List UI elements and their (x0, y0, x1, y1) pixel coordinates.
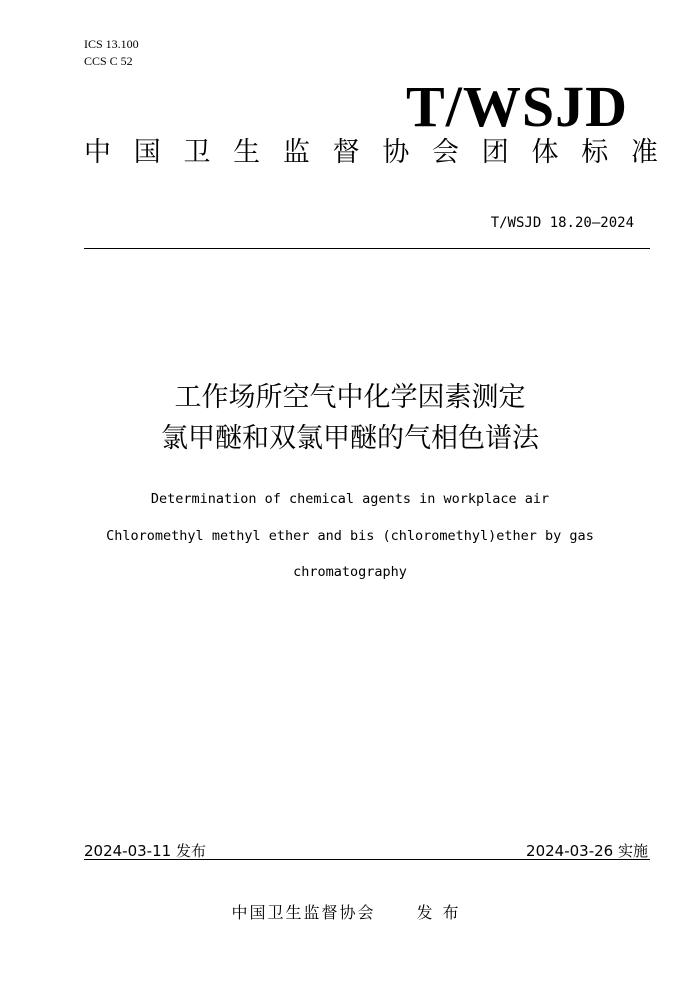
classification-codes (84, 36, 139, 70)
heading-char: 国 (133, 137, 161, 168)
standard-number: T/WSJD 18.20—2024 (490, 215, 634, 231)
heading-char: 卫 (183, 137, 211, 168)
ics-code: ICS 13.100 (84, 37, 139, 51)
english-title-line-3: chromatography (293, 564, 407, 580)
heading-char: 协 (382, 137, 410, 168)
heading-char: 体 (531, 137, 559, 168)
chinese-title-line-2: 氯甲醚和双氯甲醚的气相色谱法 (161, 423, 539, 454)
ccs-code: CCS C 52 (84, 54, 133, 68)
heading-char: 会 (432, 137, 460, 168)
heading-char: 监 (282, 137, 310, 168)
issuer-line (0, 902, 700, 924)
heading-char: 生 (233, 137, 261, 168)
heading-char: 标 (581, 137, 609, 168)
top-divider (84, 248, 650, 249)
issuer-verb: 发布 (416, 903, 469, 922)
issue-date: 2024-03-11 发布 (84, 842, 206, 860)
heading-char: 团 (481, 137, 509, 168)
bottom-divider (84, 859, 650, 860)
heading-char: 督 (332, 137, 360, 168)
heading-char: 中 (84, 137, 111, 168)
organization-standard-heading (84, 136, 658, 170)
issuer-organization: 中国卫生监督协会 (231, 903, 376, 922)
heading-char: 准 (630, 137, 658, 168)
chinese-title-line-1: 工作场所空气中化学因素测定 (174, 382, 526, 413)
implementation-date: 2024-03-26 实施 (526, 842, 648, 860)
standard-series-code: T/WSJD (406, 74, 628, 139)
english-title-line-2: Chloromethyl methyl ether and bis (chloromethyl)ether by gas (106, 528, 594, 544)
english-title-line-1: Determination of chemical agents in workplace air (150, 491, 550, 507)
